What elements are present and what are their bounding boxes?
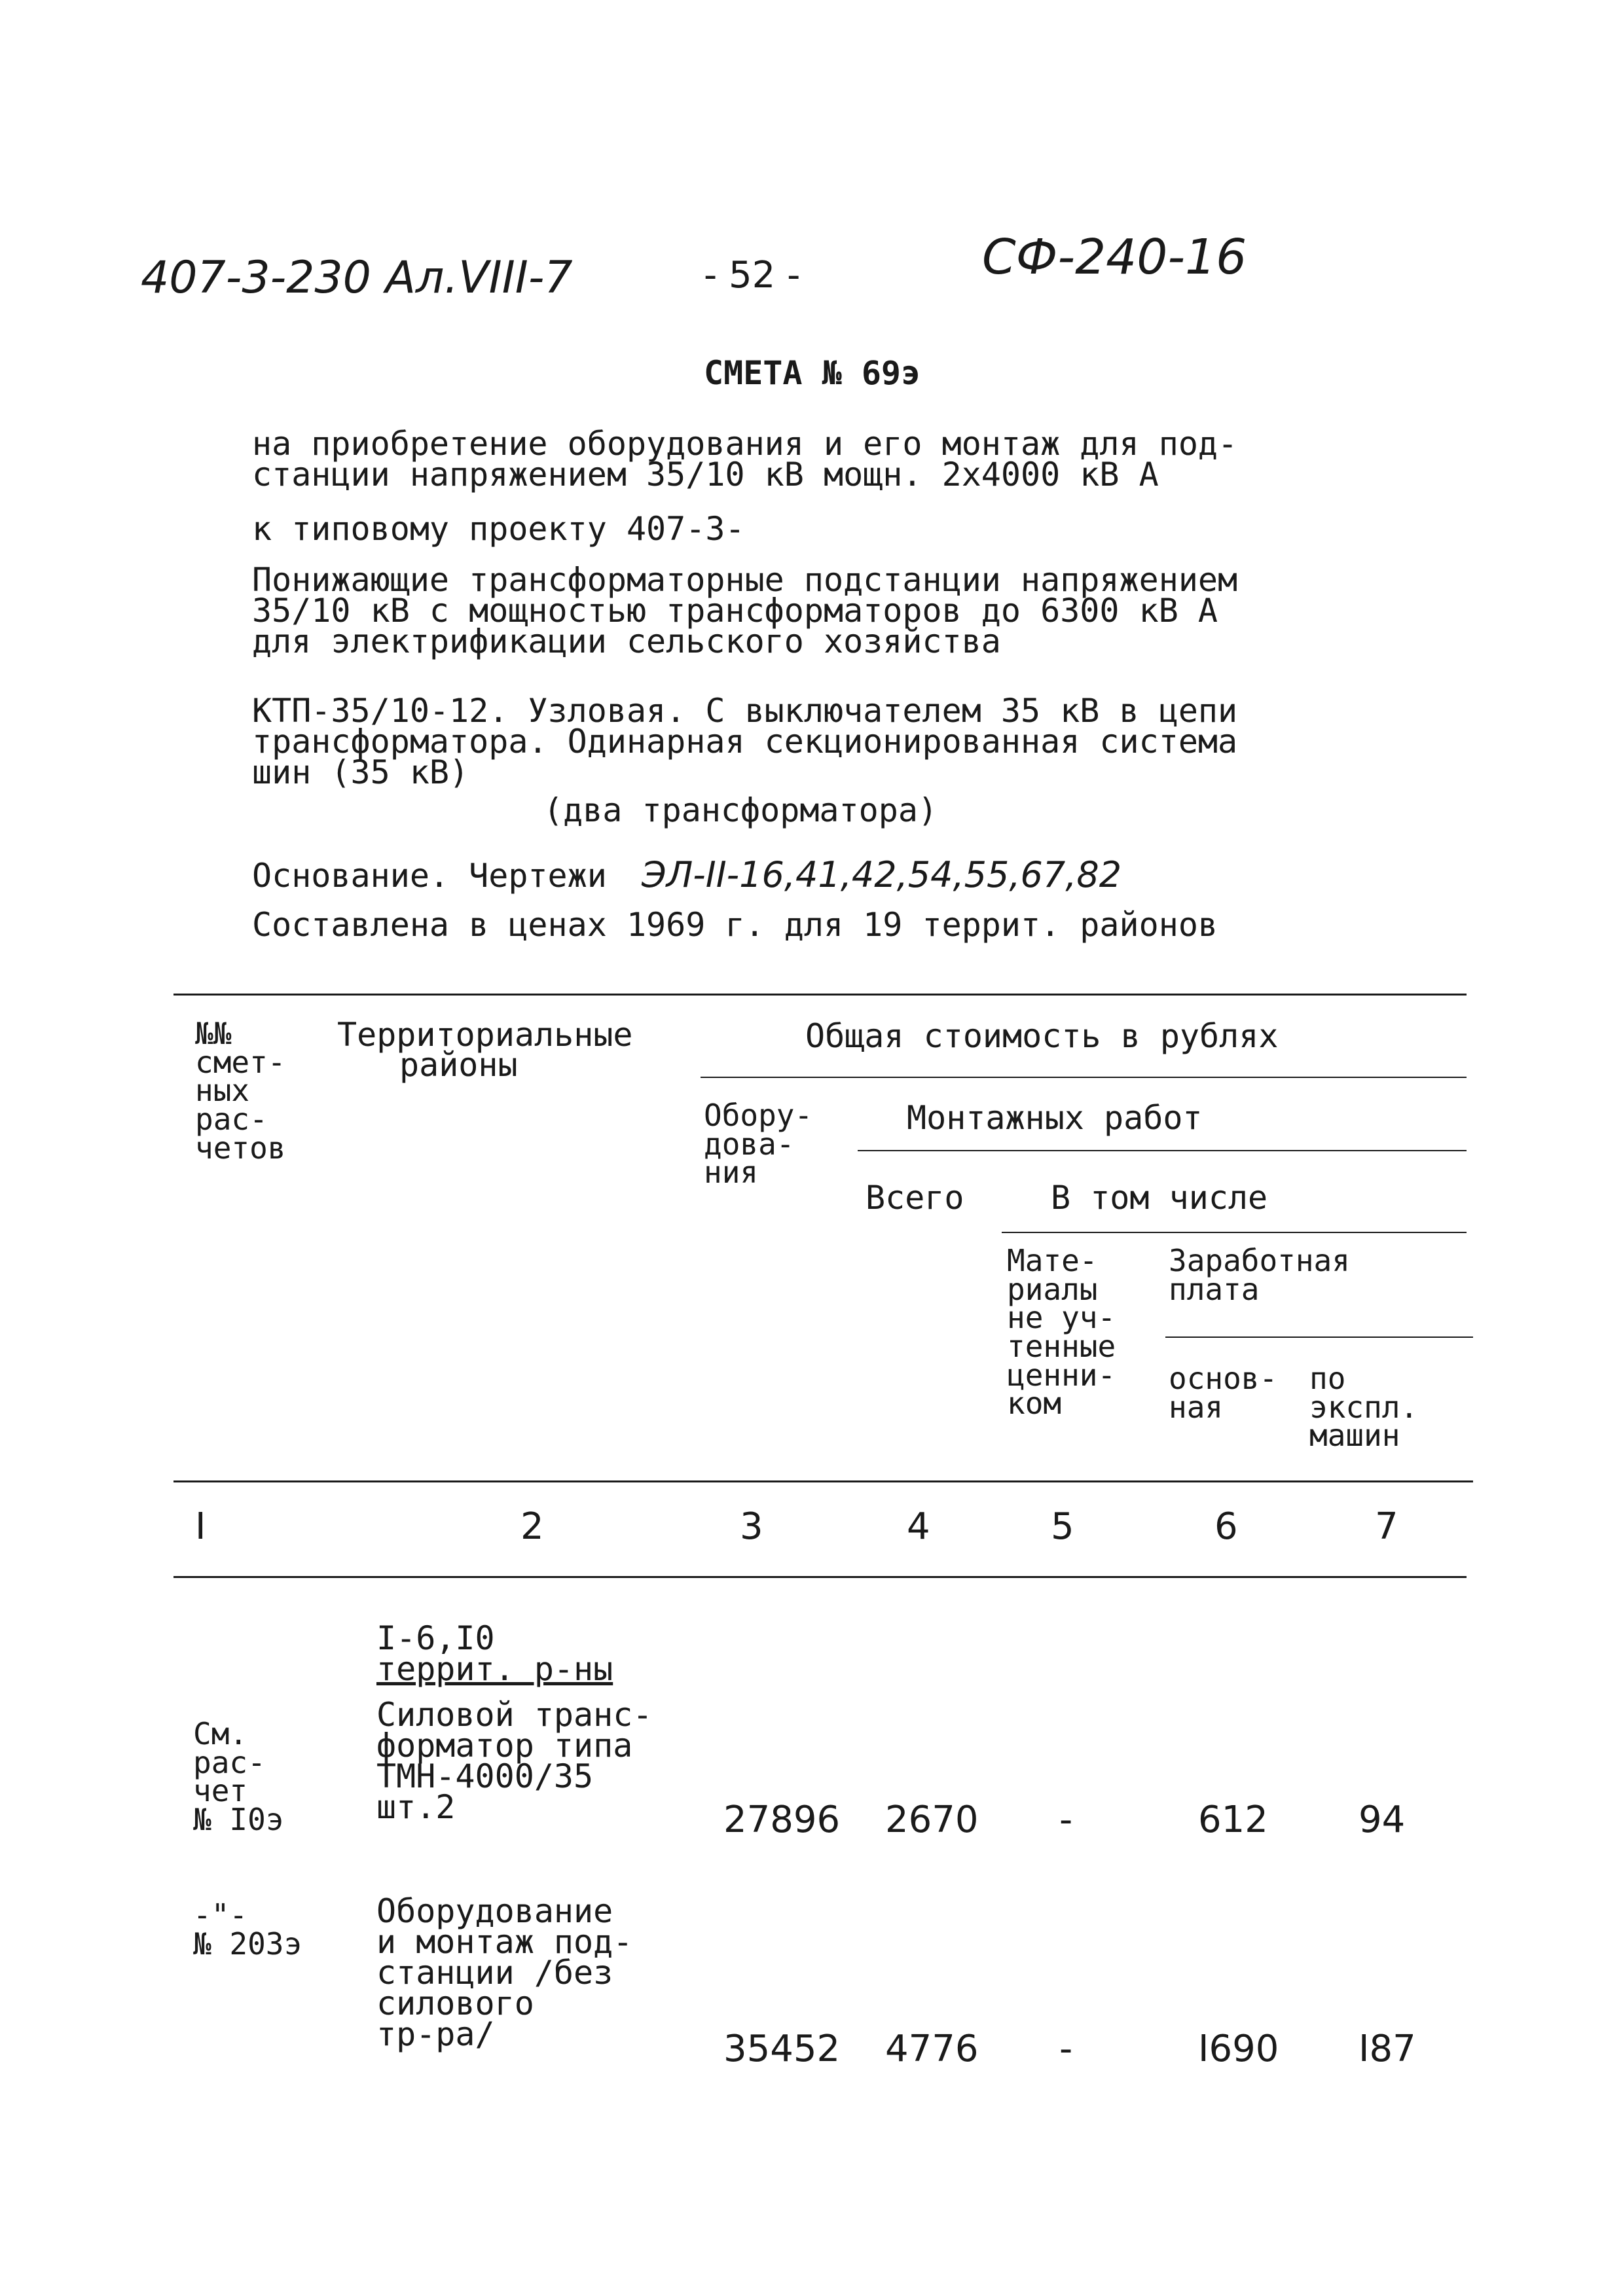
- document-title: СМЕТА № 69э: [704, 354, 921, 392]
- table-row-2-total: 4776: [885, 2028, 979, 2070]
- table-top-rule: [173, 994, 1467, 996]
- table-row-2-materials: -: [1059, 2028, 1073, 2070]
- description-line-2: 35/10 кВ с мощностью трансформаторов до 6300 кВ А: [252, 592, 1218, 630]
- doc-code: 407-3-230 Ал.VIII-7: [141, 252, 573, 304]
- column-numbers-rule: [173, 1576, 1467, 1578]
- ktp-line-3: шин (35 кВ): [252, 753, 469, 791]
- header-equipment: Обору- дова- ния: [704, 1098, 813, 1191]
- column-number-6: 6: [1214, 1505, 1238, 1548]
- group-title: I-6,I0 террит. р-ны: [376, 1619, 613, 1688]
- table-row-1-wage-machines: 94: [1359, 1799, 1406, 1841]
- wages-rule: [1165, 1336, 1473, 1338]
- column-number-5: 5: [1051, 1505, 1074, 1548]
- header-estimate-number: №№ смет- ных рас- четов: [195, 1016, 286, 1166]
- ktp-line-2: трансформатора. Одинарная секционированная система: [252, 723, 1238, 761]
- table-row-1-name: Силовой транс- форматор типа ТМН-4000/35 шт.2: [376, 1696, 653, 1826]
- header-including: В том числе: [1051, 1179, 1268, 1217]
- column-number-4: 4: [907, 1505, 930, 1548]
- prices-note: Составлена в ценах 1969 г. для 19 террит. районов: [252, 906, 1218, 944]
- header-total: Всего: [866, 1179, 964, 1217]
- table-row-2-equipment: 35452: [723, 2028, 841, 2070]
- table-row-2-name: Оборудование и монтаж под- станции /без силового тр-ра/: [376, 1892, 633, 2053]
- description-line-3: для электрификации сельского хозяйства: [252, 622, 1001, 660]
- total-cost-rule: [701, 1077, 1467, 1078]
- table-row-1-equipment: 27896: [723, 1799, 841, 1841]
- header-wages: Заработная плата: [1169, 1243, 1350, 1307]
- basis-drawings: ЭЛ-II-16,41,42,54,55,67,82: [642, 854, 1122, 895]
- table-row-1-wage-basic: 612: [1198, 1799, 1268, 1841]
- header-wage-basic: основ- ная: [1169, 1361, 1278, 1425]
- page-number: - 52 -: [704, 254, 801, 296]
- project-reference: к типовому проекту 407-3-: [252, 510, 745, 548]
- two-transformers-note: (два трансформатора): [543, 791, 938, 829]
- including-rule: [1002, 1232, 1467, 1233]
- header-total-cost: Общая стоимость в рублях: [805, 1017, 1279, 1055]
- header-wage-machines: по экспл. машин: [1309, 1361, 1419, 1454]
- table-row-2-wage-machines: I87: [1359, 2028, 1416, 2070]
- column-number-1: I: [195, 1505, 206, 1548]
- ktp-line-1: КТП-35/10-12. Узловая. С выключателем 35 кВ в цепи: [252, 692, 1238, 730]
- sheet-code: СФ-240-16: [982, 229, 1247, 285]
- description-line-1: Понижающие трансформаторные подстанции напряжением: [252, 561, 1238, 599]
- table-row-1-materials: -: [1059, 1799, 1073, 1841]
- basis-label: Основание. Чертежи: [252, 857, 607, 895]
- table-row-1-total: 2670: [885, 1799, 979, 1841]
- column-number-2: 2: [520, 1505, 544, 1548]
- header-bottom-rule: [173, 1480, 1473, 1482]
- installation-rule: [858, 1150, 1467, 1151]
- column-number-7: 7: [1375, 1505, 1398, 1548]
- table-row-2-ref: -"- № 203э: [193, 1897, 302, 1962]
- intro-line-1: на приобретение оборудования и его монтаж для под-: [252, 425, 1238, 463]
- header-installation: Монтажных работ: [907, 1099, 1203, 1137]
- intro-line-2: станции напряжением 35/10 кВ мощн. 2х4000 кВ А: [252, 456, 1159, 493]
- header-materials: Мате- риалы не уч- тенные ценни- ком: [1007, 1243, 1116, 1422]
- column-number-3: 3: [740, 1505, 763, 1548]
- table-row-1-ref: См. рас- чет № I0э: [193, 1716, 284, 1838]
- header-territorial-regions: Территориальные районы: [337, 1016, 633, 1084]
- table-row-2-wage-basic: I690: [1198, 2028, 1279, 2070]
